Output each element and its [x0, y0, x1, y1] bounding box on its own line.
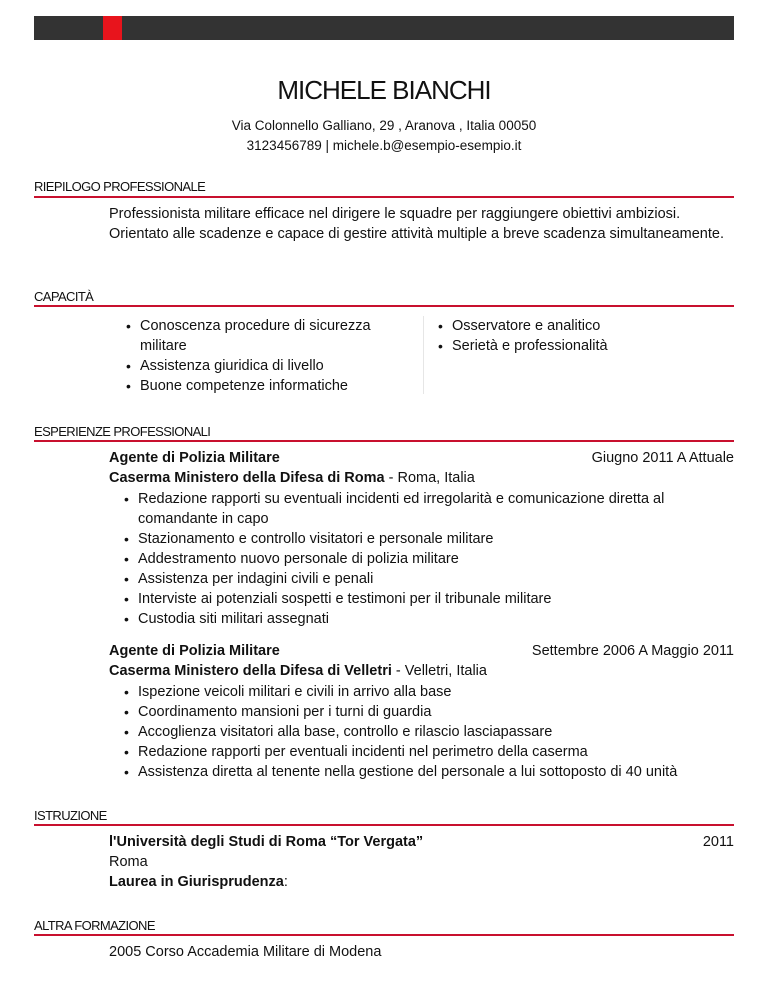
header-accent-block	[103, 16, 122, 40]
job-employer-line	[109, 663, 487, 679]
job-employer: Caserma Ministero della Difesa di Roma	[109, 470, 385, 486]
job-employer: Caserma Ministero della Difesa di Velletri	[109, 663, 392, 679]
candidate-name: MICHELE BIANCHI	[277, 75, 491, 105]
phone: 3123456789	[246, 138, 322, 153]
list-item: • Coordinamento mansioni per i turni di guardia	[109, 702, 729, 722]
degree: Laurea in Giurisprudenza	[109, 874, 284, 890]
list-item: • Assistenza per indagini civili e penali	[109, 569, 709, 589]
list-item: • Assistenza giuridica di livello	[111, 356, 401, 376]
list-item: • Stazionamento e controllo visitatori e personale militare	[109, 529, 709, 549]
section-title-skills: CAPACITÀ	[34, 289, 94, 304]
job-duties-list	[109, 489, 709, 629]
section-rule	[34, 440, 734, 442]
job-role: Agente di Polizia Militare	[109, 643, 280, 659]
school-name: l'Università degli Studi di Roma “Tor Vergata”	[109, 834, 424, 850]
graduation-year: 2011	[702, 834, 734, 850]
section-rule	[34, 196, 734, 198]
list-item: • Redazione rapporti su eventuali incidenti ed irregolarità e comunicazione diretta al comandante in capo	[109, 489, 709, 529]
job-duties-list	[109, 682, 729, 782]
degree-line	[109, 874, 288, 890]
section-title-experience: ESPERIENZE PROFESSIONALI	[34, 424, 211, 439]
list-item: • Conoscenza procedure di sicurezza militare	[111, 316, 401, 356]
list-item: • Osservatore e analitico	[423, 316, 723, 336]
address: Via Colonnello Galliano, 29 , Aranova , Italia 00050	[231, 118, 537, 133]
section-title-summary: RIEPILOGO PROFESSIONALE	[34, 179, 206, 194]
training-item: 2005 Corso Accademia Militare di Modena	[109, 944, 382, 960]
header-bar	[34, 16, 734, 40]
section-title-education: ISTRUZIONE	[34, 808, 107, 823]
list-item: • Accoglienza visitatori alla base, controllo e rilascio lasciapassare	[109, 722, 729, 742]
list-item: • Redazione rapporti per eventuali incidenti nel perimetro della caserma	[109, 742, 729, 762]
job-role: Agente di Polizia Militare	[109, 450, 280, 466]
list-item: • Serietà e professionalità	[423, 336, 723, 356]
job-employer-line	[109, 470, 475, 486]
list-item: • Interviste ai potenziali sospetti e testimoni per il tribunale militare	[109, 589, 709, 609]
job-dates: Giugno 2011 A Attuale	[591, 450, 734, 466]
section-rule	[34, 934, 734, 936]
list-item: • Buone competenze informatiche	[111, 376, 401, 396]
job-dates: Settembre 2006 A Maggio 2011	[531, 643, 734, 659]
list-item: • Ispezione veicoli militari e civili in arrivo alla base	[109, 682, 729, 702]
list-item: • Assistenza diretta al tenente nella gestione del personale a lui sottoposto di 40 unità	[109, 762, 729, 782]
contact-separator: |	[325, 138, 330, 153]
email: michele.b@esempio-esempio.it	[332, 138, 522, 153]
skills-list-right	[423, 316, 723, 356]
section-rule	[34, 305, 734, 307]
summary-text: Professionista militare efficace nel dirigere le squadre per raggiungere obiettivi ambiziosi. Orientato alle scadenze e capace di gestire attività multiple a breve scadenza simultaneamente.	[109, 206, 724, 242]
list-item: • Custodia siti militari assegnati	[109, 609, 709, 629]
section-title-training: ALTRA FORMAZIONE	[34, 918, 155, 933]
job-location: - Roma, Italia	[384, 470, 475, 486]
job-location: - Velletri, Italia	[391, 663, 487, 679]
contact-line	[0, 138, 768, 153]
degree-suffix: :	[283, 874, 288, 890]
list-item: • Addestramento nuovo personale di polizia militare	[109, 549, 709, 569]
skills-list-left	[111, 316, 401, 396]
section-rule	[34, 824, 734, 826]
school-city: Roma	[109, 854, 148, 870]
